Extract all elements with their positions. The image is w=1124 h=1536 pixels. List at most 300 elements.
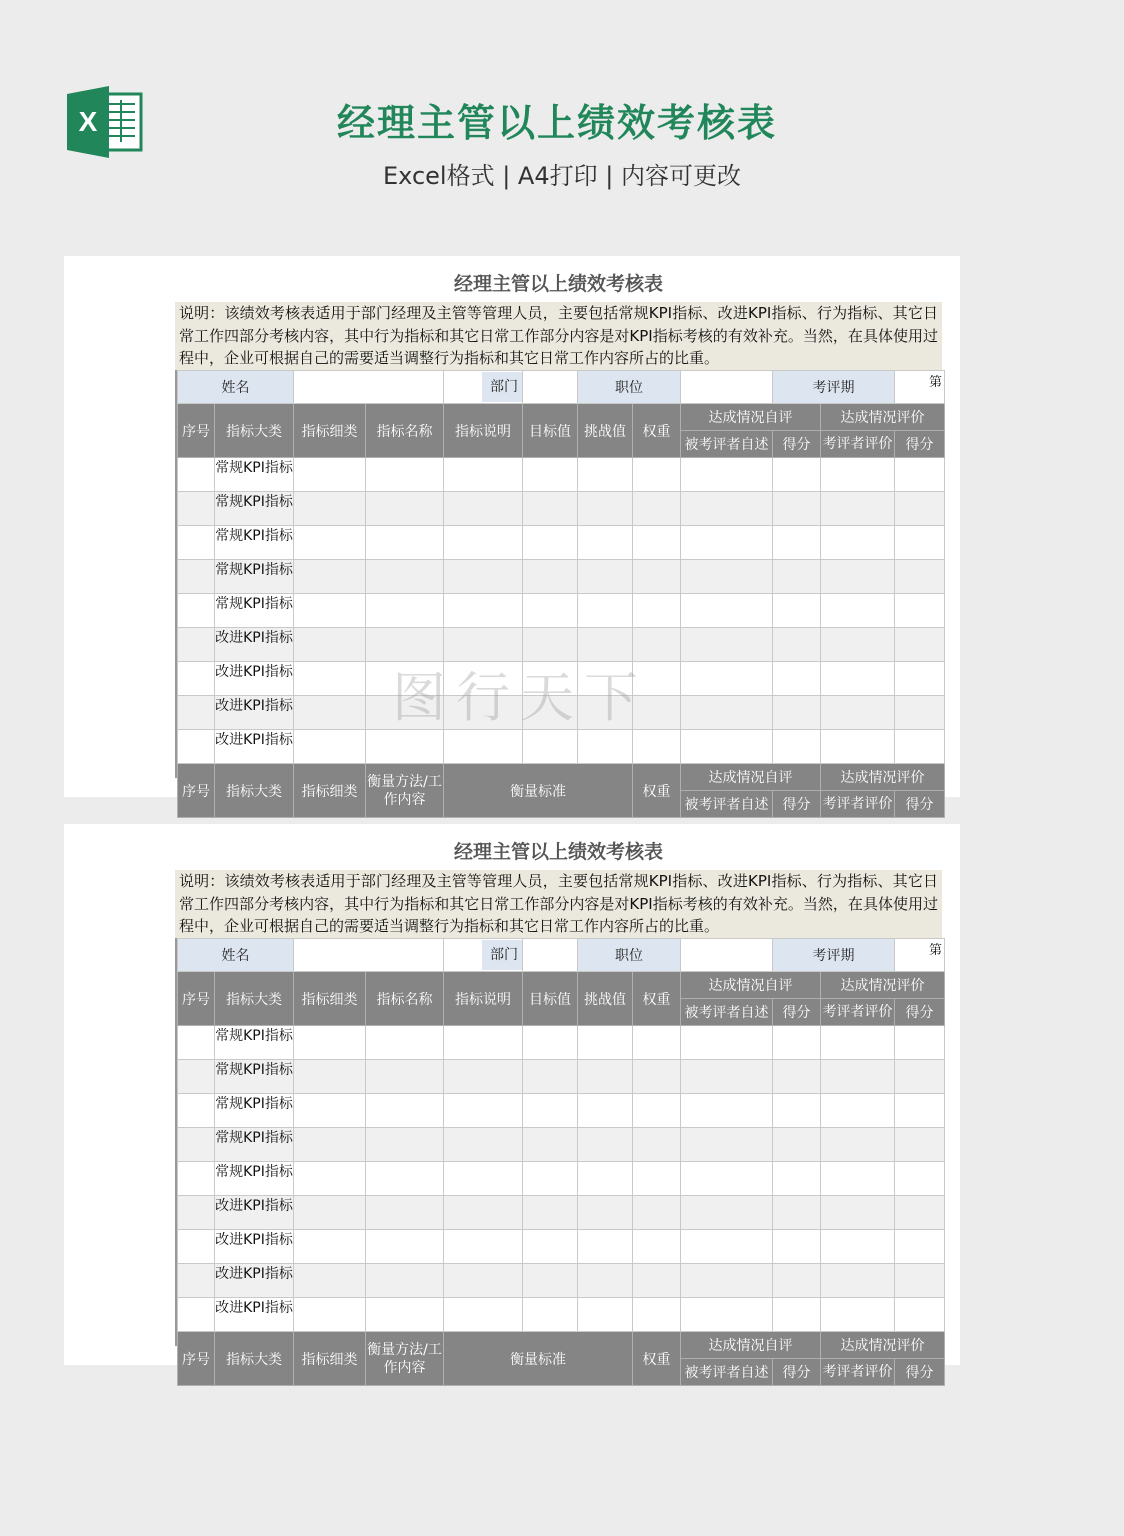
cell-self-score[interactable] <box>773 1298 821 1332</box>
cell-sub[interactable] <box>294 1060 366 1094</box>
cell-sub[interactable] <box>294 458 366 492</box>
cell-eval-score[interactable] <box>895 696 945 730</box>
cell-name[interactable] <box>366 526 444 560</box>
cell-seq[interactable] <box>178 1094 215 1128</box>
period-field[interactable]: 第 <box>895 371 945 404</box>
page-subtitle: Excel格式 | A4打印 | 内容可更改 <box>383 162 741 190</box>
cell-eval-desc[interactable] <box>821 594 895 628</box>
cell-self-score[interactable] <box>773 1060 821 1094</box>
cell-eval-score[interactable] <box>895 1196 945 1230</box>
dept-label: 部门 <box>444 371 523 404</box>
cell-self-desc[interactable] <box>681 560 773 594</box>
cell-weight[interactable] <box>633 526 681 560</box>
cell-seq[interactable] <box>178 560 215 594</box>
sheet-note: 说明：该绩效考核表适用于部门经理及主管等管理人员，主要包括常规KPI指标、改进KPI指标、行为指标、其它日常工作四部分考核内容，其中行为指标和其它日常工作部分内容是对KPI指标考核的有效补充。当然，在具体使用过程中，企业可根据自己的需要适当调整行为指标和其它日常工作内容所占的比重。 <box>175 870 942 938</box>
category-text: 改进KPI指标 <box>215 732 293 748</box>
header-target: 目标值 <box>523 404 578 458</box>
cell-name[interactable] <box>366 1128 444 1162</box>
category-text: 常规KPI指标 <box>215 1062 293 1078</box>
cell-challenge[interactable] <box>578 1264 633 1298</box>
cell-self-score[interactable] <box>773 1162 821 1196</box>
name-field[interactable] <box>294 939 444 972</box>
cell-self-desc[interactable] <box>681 1094 773 1128</box>
cell-eval-score[interactable] <box>895 1128 945 1162</box>
table-row <box>178 458 945 492</box>
cell-seq[interactable] <box>178 662 215 696</box>
header-sub: 指标细类 <box>294 404 366 458</box>
header2-category: 指标大类 <box>215 1332 294 1386</box>
header-desc: 指标说明 <box>444 972 523 1026</box>
header2-weight: 权重 <box>633 764 681 818</box>
category-text: 常规KPI指标 <box>215 528 293 544</box>
table-row <box>178 1264 945 1298</box>
cell-eval-score[interactable] <box>895 1094 945 1128</box>
cell-self-score[interactable] <box>773 492 821 526</box>
name-label: 姓名 <box>178 371 294 404</box>
cell-self-desc[interactable] <box>681 1162 773 1196</box>
cell-eval-desc[interactable] <box>821 628 895 662</box>
cell-self-score[interactable] <box>773 1196 821 1230</box>
sheet-title: 经理主管以上绩效考核表 <box>453 273 663 295</box>
header-row <box>178 404 945 431</box>
header-challenge: 挑战值 <box>578 404 633 458</box>
cell-name[interactable] <box>366 1298 444 1332</box>
cell-weight[interactable] <box>633 1298 681 1332</box>
header-row-2 <box>178 1332 945 1359</box>
category-text: 改进KPI指标 <box>215 698 293 714</box>
cell-target[interactable] <box>523 1162 578 1196</box>
cell-eval-desc[interactable] <box>821 662 895 696</box>
header2-sub: 指标细类 <box>294 1332 366 1386</box>
category-text: 常规KPI指标 <box>215 460 293 476</box>
header-desc: 指标说明 <box>444 404 523 458</box>
position-field[interactable] <box>681 371 773 404</box>
cell-eval-desc[interactable] <box>821 492 895 526</box>
header2-eval-desc: 考评者评价 <box>821 1359 895 1386</box>
header2-sub: 指标细类 <box>294 764 366 818</box>
header-eval-score: 得分 <box>895 431 945 458</box>
cell-eval-score[interactable] <box>895 662 945 696</box>
cell-seq[interactable] <box>178 628 215 662</box>
cell-target[interactable] <box>523 1298 578 1332</box>
header2-eval-desc: 考评者评价 <box>821 791 895 818</box>
cell-seq[interactable] <box>178 458 215 492</box>
category-text: 常规KPI指标 <box>215 1028 293 1044</box>
cell-challenge[interactable] <box>578 1162 633 1196</box>
header-eval-score: 得分 <box>895 999 945 1026</box>
cell-eval-desc[interactable] <box>821 1094 895 1128</box>
table-row <box>178 1230 945 1264</box>
cell-eval-score[interactable] <box>895 560 945 594</box>
cell-self-desc[interactable] <box>681 628 773 662</box>
dept-field[interactable] <box>523 939 578 972</box>
cell-eval-desc[interactable] <box>821 730 895 764</box>
cell-sub[interactable] <box>294 1128 366 1162</box>
header-category: 指标大类 <box>215 404 294 458</box>
cell-target[interactable] <box>523 1196 578 1230</box>
cell-eval-score[interactable] <box>895 1298 945 1332</box>
cell-name[interactable] <box>366 1026 444 1060</box>
cell-weight[interactable] <box>633 1060 681 1094</box>
cell-eval-score[interactable] <box>895 458 945 492</box>
cell-self-desc[interactable] <box>681 696 773 730</box>
cell-weight[interactable] <box>633 458 681 492</box>
cell-target[interactable] <box>523 1264 578 1298</box>
cell-category[interactable] <box>215 560 294 594</box>
cell-eval-desc[interactable] <box>821 1230 895 1264</box>
cell-challenge[interactable] <box>578 1128 633 1162</box>
period-field[interactable]: 第 <box>895 939 945 972</box>
cell-eval-desc[interactable] <box>821 1026 895 1060</box>
cell-seq[interactable] <box>178 1026 215 1060</box>
header-self-score: 得分 <box>773 999 821 1026</box>
header2-standard: 衡量标准 <box>444 1332 633 1386</box>
category-text: 改进KPI指标 <box>215 630 293 646</box>
cell-desc[interactable] <box>444 526 523 560</box>
cell-self-score[interactable] <box>773 594 821 628</box>
header-sub: 指标细类 <box>294 972 366 1026</box>
cell-self-desc[interactable] <box>681 526 773 560</box>
cell-eval-desc[interactable] <box>821 560 895 594</box>
cell-name[interactable] <box>366 458 444 492</box>
cell-category[interactable] <box>215 594 294 628</box>
header2-method: 衡量方法/工作内容 <box>366 1332 444 1386</box>
cell-self-desc[interactable] <box>681 458 773 492</box>
cell-weight[interactable] <box>633 1264 681 1298</box>
table-row <box>178 1026 945 1060</box>
cell-seq[interactable] <box>178 1298 215 1332</box>
header-challenge: 挑战值 <box>578 972 633 1026</box>
table-row <box>178 1060 945 1094</box>
name-field[interactable] <box>294 371 444 404</box>
cell-desc[interactable] <box>444 1026 523 1060</box>
assessment-table <box>175 938 942 1381</box>
cell-sub[interactable] <box>294 1162 366 1196</box>
cell-weight[interactable] <box>633 594 681 628</box>
cell-category[interactable] <box>215 730 294 764</box>
cell-category[interactable] <box>215 1298 294 1332</box>
cell-seq[interactable] <box>178 1196 215 1230</box>
header2-standard: 衡量标准 <box>444 764 633 818</box>
cell-eval-desc[interactable] <box>821 1162 895 1196</box>
cell-challenge[interactable] <box>578 1298 633 1332</box>
cell-eval-score[interactable] <box>895 594 945 628</box>
cell-self-desc[interactable] <box>681 1026 773 1060</box>
header-target: 目标值 <box>523 972 578 1026</box>
category-text: 常规KPI指标 <box>215 494 293 510</box>
cell-seq[interactable] <box>178 1162 215 1196</box>
cell-target[interactable] <box>523 492 578 526</box>
cell-eval-desc[interactable] <box>821 526 895 560</box>
category-text: 常规KPI指标 <box>215 562 293 578</box>
cell-challenge[interactable] <box>578 730 633 764</box>
cell-sub[interactable] <box>294 1196 366 1230</box>
category-text: 改进KPI指标 <box>215 1266 293 1282</box>
cell-target[interactable] <box>523 560 578 594</box>
cell-sub[interactable] <box>294 1026 366 1060</box>
cell-category[interactable] <box>215 458 294 492</box>
cell-self-score[interactable] <box>773 1230 821 1264</box>
cell-weight[interactable] <box>633 1094 681 1128</box>
cell-self-score[interactable] <box>773 1094 821 1128</box>
cell-sub[interactable] <box>294 662 366 696</box>
cell-name[interactable] <box>366 492 444 526</box>
cell-target[interactable] <box>523 730 578 764</box>
cell-self-score[interactable] <box>773 696 821 730</box>
cell-eval-desc[interactable] <box>821 1128 895 1162</box>
cell-self-score[interactable] <box>773 730 821 764</box>
header2-seq: 序号 <box>178 1332 215 1386</box>
category-text: 改进KPI指标 <box>215 1198 293 1214</box>
cell-category[interactable] <box>215 662 294 696</box>
cell-seq[interactable] <box>178 1060 215 1094</box>
cell-sub[interactable] <box>294 628 366 662</box>
cell-weight[interactable] <box>633 492 681 526</box>
cell-eval-desc[interactable] <box>821 458 895 492</box>
cell-seq[interactable] <box>178 594 215 628</box>
cell-target[interactable] <box>523 526 578 560</box>
cell-category[interactable] <box>215 1264 294 1298</box>
cell-target[interactable] <box>523 594 578 628</box>
cell-eval-score[interactable] <box>895 1230 945 1264</box>
cell-eval-score[interactable] <box>895 1162 945 1196</box>
cell-target[interactable] <box>523 458 578 492</box>
cell-desc[interactable] <box>444 560 523 594</box>
cell-sub[interactable] <box>294 1094 366 1128</box>
cell-self-desc[interactable] <box>681 1298 773 1332</box>
header-self-desc: 被考评者自述 <box>681 431 773 458</box>
period-label: 考评期 <box>773 939 895 972</box>
cell-self-score[interactable] <box>773 458 821 492</box>
cell-weight[interactable] <box>633 1128 681 1162</box>
header-row <box>178 972 945 999</box>
header-category: 指标大类 <box>215 972 294 1026</box>
cell-self-score[interactable] <box>773 1264 821 1298</box>
cell-self-score[interactable] <box>773 526 821 560</box>
cell-self-desc[interactable] <box>681 1196 773 1230</box>
cell-target[interactable] <box>523 1230 578 1264</box>
cell-eval-score[interactable] <box>895 526 945 560</box>
header2-category: 指标大类 <box>215 764 294 818</box>
cell-sub[interactable] <box>294 696 366 730</box>
cell-target[interactable] <box>523 1026 578 1060</box>
cell-sub[interactable] <box>294 526 366 560</box>
position-field[interactable] <box>681 939 773 972</box>
cell-name[interactable] <box>366 1196 444 1230</box>
table-row <box>178 492 945 526</box>
sheet-title: 经理主管以上绩效考核表 <box>453 841 663 863</box>
cell-name[interactable] <box>366 1094 444 1128</box>
cell-self-score[interactable] <box>773 662 821 696</box>
cell-sub[interactable] <box>294 594 366 628</box>
cell-desc[interactable] <box>444 1128 523 1162</box>
header-self-group: 达成情况自评 <box>681 972 821 999</box>
category-text: 改进KPI指标 <box>215 1300 293 1316</box>
cell-category[interactable] <box>215 1196 294 1230</box>
cell-name[interactable] <box>366 1264 444 1298</box>
cell-eval-score[interactable] <box>895 628 945 662</box>
cell-desc[interactable] <box>444 594 523 628</box>
category-text: 改进KPI指标 <box>215 1232 293 1248</box>
dept-field[interactable] <box>523 371 578 404</box>
cell-self-desc[interactable] <box>681 662 773 696</box>
cell-category[interactable] <box>215 628 294 662</box>
cell-challenge[interactable] <box>578 1060 633 1094</box>
header2-seq: 序号 <box>178 764 215 818</box>
info-row <box>178 939 945 972</box>
cell-self-desc[interactable] <box>681 1128 773 1162</box>
cell-eval-score[interactable] <box>895 1026 945 1060</box>
cell-self-score[interactable] <box>773 628 821 662</box>
cell-name[interactable] <box>366 1230 444 1264</box>
cell-challenge[interactable] <box>578 458 633 492</box>
page-title: 经理主管以上绩效考核表 <box>336 101 777 145</box>
header2-eval-group: 达成情况评价 <box>821 1332 945 1359</box>
cell-desc[interactable] <box>444 1094 523 1128</box>
cell-eval-desc[interactable] <box>821 1264 895 1298</box>
sheet-note: 说明：该绩效考核表适用于部门经理及主管等管理人员，主要包括常规KPI指标、改进KPI指标、行为指标、其它日常工作四部分考核内容，其中行为指标和其它日常工作部分内容是对KPI指标考核的有效补充。当然，在具体使用过程中，企业可根据自己的需要适当调整行为指标和其它日常工作内容所占的比重。 <box>175 302 942 370</box>
cell-sub[interactable] <box>294 492 366 526</box>
header2-method: 衡量方法/工作内容 <box>366 764 444 818</box>
cell-category[interactable] <box>215 1162 294 1196</box>
cell-eval-desc[interactable] <box>821 1196 895 1230</box>
info-row <box>178 371 945 404</box>
cell-seq[interactable] <box>178 1128 215 1162</box>
cell-self-desc[interactable] <box>681 1264 773 1298</box>
cell-self-desc[interactable] <box>681 492 773 526</box>
header2-eval-score: 得分 <box>895 1359 945 1386</box>
dept-label: 部门 <box>444 939 523 972</box>
cell-seq[interactable] <box>178 696 215 730</box>
period-label: 考评期 <box>773 371 895 404</box>
cell-challenge[interactable] <box>578 1026 633 1060</box>
cell-challenge[interactable] <box>578 560 633 594</box>
cell-desc[interactable] <box>444 1196 523 1230</box>
cell-weight[interactable] <box>633 1230 681 1264</box>
header2-weight: 权重 <box>633 1332 681 1386</box>
cell-category[interactable] <box>215 1230 294 1264</box>
cell-eval-score[interactable] <box>895 492 945 526</box>
header2-eval-group: 达成情况评价 <box>821 764 945 791</box>
cell-self-desc[interactable] <box>681 594 773 628</box>
table-row <box>178 1162 945 1196</box>
cell-name[interactable] <box>366 560 444 594</box>
table-row <box>178 1196 945 1230</box>
cell-sub[interactable] <box>294 1230 366 1264</box>
header-eval-desc: 考评者评价 <box>821 431 895 458</box>
header2-self-desc: 被考评者自述 <box>681 1359 773 1386</box>
cell-target[interactable] <box>523 1094 578 1128</box>
cell-eval-score[interactable] <box>895 730 945 764</box>
table-row <box>178 594 945 628</box>
table-row <box>178 560 945 594</box>
cell-name[interactable] <box>366 1060 444 1094</box>
cell-desc[interactable] <box>444 730 523 764</box>
cell-desc[interactable] <box>444 1162 523 1196</box>
cell-desc[interactable] <box>444 1230 523 1264</box>
header-name: 指标名称 <box>366 972 444 1026</box>
cell-desc[interactable] <box>444 1060 523 1094</box>
cell-challenge[interactable] <box>578 1094 633 1128</box>
cell-category[interactable] <box>215 492 294 526</box>
cell-self-desc[interactable] <box>681 1060 773 1094</box>
cell-self-score[interactable] <box>773 560 821 594</box>
cell-weight[interactable] <box>633 1026 681 1060</box>
cell-sub[interactable] <box>294 730 366 764</box>
cell-desc[interactable] <box>444 458 523 492</box>
cell-eval-score[interactable] <box>895 1264 945 1298</box>
cell-category[interactable] <box>215 696 294 730</box>
header2-eval-score: 得分 <box>895 791 945 818</box>
cell-seq[interactable] <box>178 1230 215 1264</box>
cell-name[interactable] <box>366 730 444 764</box>
cell-sub[interactable] <box>294 560 366 594</box>
category-text: 常规KPI指标 <box>215 1096 293 1112</box>
cell-weight[interactable] <box>633 1162 681 1196</box>
cell-challenge[interactable] <box>578 526 633 560</box>
cell-weight[interactable] <box>633 560 681 594</box>
cell-weight[interactable] <box>633 1196 681 1230</box>
cell-sub[interactable] <box>294 1298 366 1332</box>
header-eval-group: 达成情况评价 <box>821 972 945 999</box>
cell-eval-desc[interactable] <box>821 1060 895 1094</box>
cell-seq[interactable] <box>178 526 215 560</box>
cell-desc[interactable] <box>444 1298 523 1332</box>
table-row <box>178 1298 945 1332</box>
cell-category[interactable] <box>215 1128 294 1162</box>
category-text: 改进KPI指标 <box>215 664 293 680</box>
sheet-preview-2 <box>64 824 960 1381</box>
cell-name[interactable] <box>366 594 444 628</box>
cell-category[interactable] <box>215 1094 294 1128</box>
cell-self-score[interactable] <box>773 1026 821 1060</box>
cell-seq[interactable] <box>178 1264 215 1298</box>
cell-name[interactable] <box>366 1162 444 1196</box>
cell-eval-desc[interactable] <box>821 696 895 730</box>
cell-challenge[interactable] <box>578 492 633 526</box>
header-seq: 序号 <box>178 404 215 458</box>
position-label: 职位 <box>578 371 681 404</box>
header-eval-group: 达成情况评价 <box>821 404 945 431</box>
cell-self-desc[interactable] <box>681 1230 773 1264</box>
cell-challenge[interactable] <box>578 1196 633 1230</box>
cell-sub[interactable] <box>294 1264 366 1298</box>
cell-self-desc[interactable] <box>681 730 773 764</box>
cell-desc[interactable] <box>444 1264 523 1298</box>
cell-weight[interactable] <box>633 730 681 764</box>
cell-seq[interactable] <box>178 730 215 764</box>
cell-eval-desc[interactable] <box>821 1298 895 1332</box>
header2-self-desc: 被考评者自述 <box>681 791 773 818</box>
name-label: 姓名 <box>178 939 294 972</box>
header-self-score: 得分 <box>773 431 821 458</box>
svg-text:X: X <box>78 106 98 137</box>
cell-challenge[interactable] <box>578 1230 633 1264</box>
cell-target[interactable] <box>523 1060 578 1094</box>
cell-challenge[interactable] <box>578 594 633 628</box>
header-name: 指标名称 <box>366 404 444 458</box>
cell-desc[interactable] <box>444 492 523 526</box>
cell-target[interactable] <box>523 1128 578 1162</box>
cell-seq[interactable] <box>178 492 215 526</box>
cell-category[interactable] <box>215 1060 294 1094</box>
category-text: 常规KPI指标 <box>215 596 293 612</box>
cell-category[interactable] <box>215 526 294 560</box>
cell-self-score[interactable] <box>773 1128 821 1162</box>
cell-category[interactable] <box>215 1026 294 1060</box>
cell-eval-score[interactable] <box>895 1060 945 1094</box>
header-row-2 <box>178 764 945 791</box>
